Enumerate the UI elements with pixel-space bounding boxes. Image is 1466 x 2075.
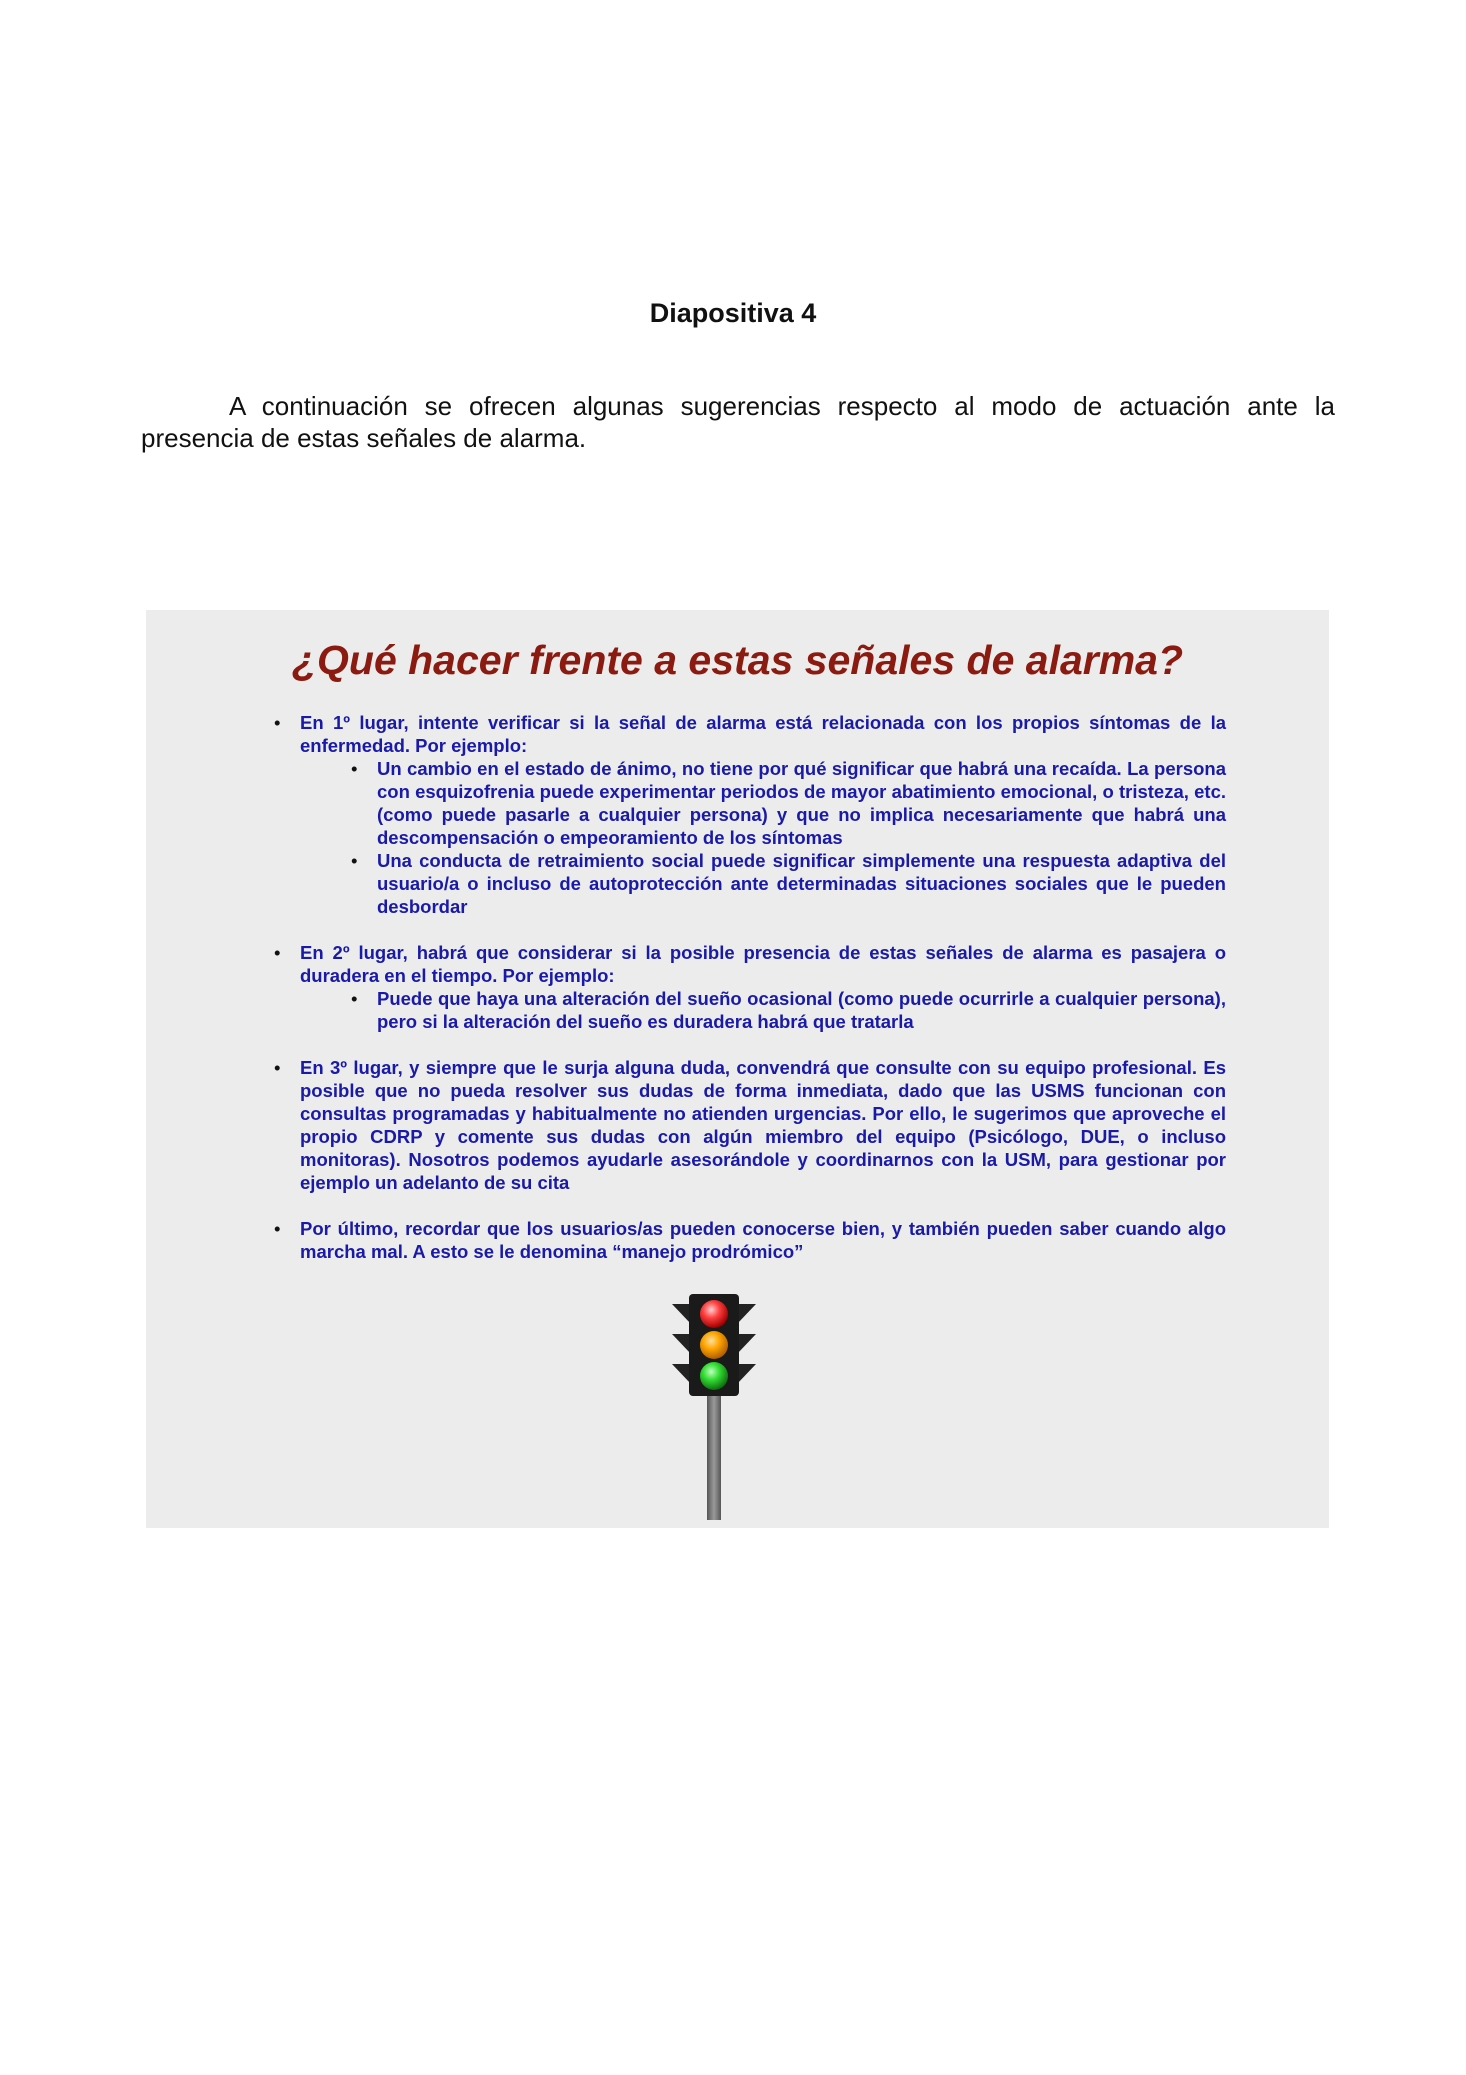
bullet-item-4 — [274, 1217, 1226, 1263]
bullet-text: Por último, recordar que los usuarios/as pueden conocerse bien, y también pueden saber cuando algo marcha mal. A esto se le denomina “manejo prodrómico” — [300, 1218, 1226, 1262]
sub-bullet-item: • Un cambio en el estado de ánimo, no tiene por qué significar que habrá una recaída. La persona con esquizofrenia puede experimentar periodos de mayor abatimiento emocional, o tristeza, etc. (como puede pasarle a cualquier persona) y que no implica necesariamente que habrá una descompensación o empeoramiento de los síntomas — [351, 757, 1226, 849]
bullet-item-3 — [274, 1056, 1226, 1194]
slide-panel — [146, 610, 1329, 1528]
bullet-list — [274, 711, 1226, 1286]
sub-bullet-item: • Puede que haya una alteración del sueño ocasional (como puede ocurrirle a cualquier persona), pero si la alteración del sueño es duradera habrá que tratarla — [351, 987, 1226, 1033]
green-light — [700, 1362, 728, 1390]
traffic-light-pole — [707, 1392, 721, 1520]
bullet-text: En 1º lugar, intente verificar si la señal de alarma está relacionada con los propios síntomas de la enfermedad. Por ejemplo: — [300, 712, 1226, 756]
bullet-text: En 3º lugar, y siempre que le surja alguna duda, convendrá que consulte con su equipo profesional. Es posible que no pueda resolver sus dudas de forma inmediata, dado que las USMS funcionan con consultas programadas y habitualmente no atienden urgencias. Por ello, le sugerimos que aproveche el propio CDRP y comente sus dudas con algún miembro del equipo (Psicólogo, DUE, o incluso monitoras). Nosotros podemos ayudarle asesorándole y coordinarnos con la USM, para gestionar por ejemplo un adelanto de su cita — [300, 1057, 1226, 1193]
amber-light — [700, 1331, 728, 1359]
red-light — [700, 1300, 728, 1328]
traffic-light-icon — [664, 1292, 764, 1522]
sub-bullet-item: • Una conducta de retraimiento social puede significar simplemente una respuesta adaptiva del usuario/a o incluso de autoprotección ante determinadas situaciones sociales que le pueden desbordar — [351, 849, 1226, 918]
page-heading: Diapositiva 4 — [649, 298, 817, 328]
bullet-text: En 2º lugar, habrá que considerar si la posible presencia de estas señales de alarma es pasajera o duradera en el tiempo. Por ejemplo: — [300, 942, 1226, 986]
bullet-item-1 — [274, 711, 1226, 918]
sub-bullet-list — [300, 757, 1226, 918]
sub-bullet-list — [300, 987, 1226, 1033]
slide-title: ¿Qué hacer frente a estas señales de alarma? — [291, 637, 1184, 683]
intro-paragraph: A continuación se ofrecen algunas sugerencias respecto al modo de actuación ante la presencia de estas señales de alarma. — [141, 391, 1335, 453]
bullet-item-2 — [274, 941, 1226, 1033]
